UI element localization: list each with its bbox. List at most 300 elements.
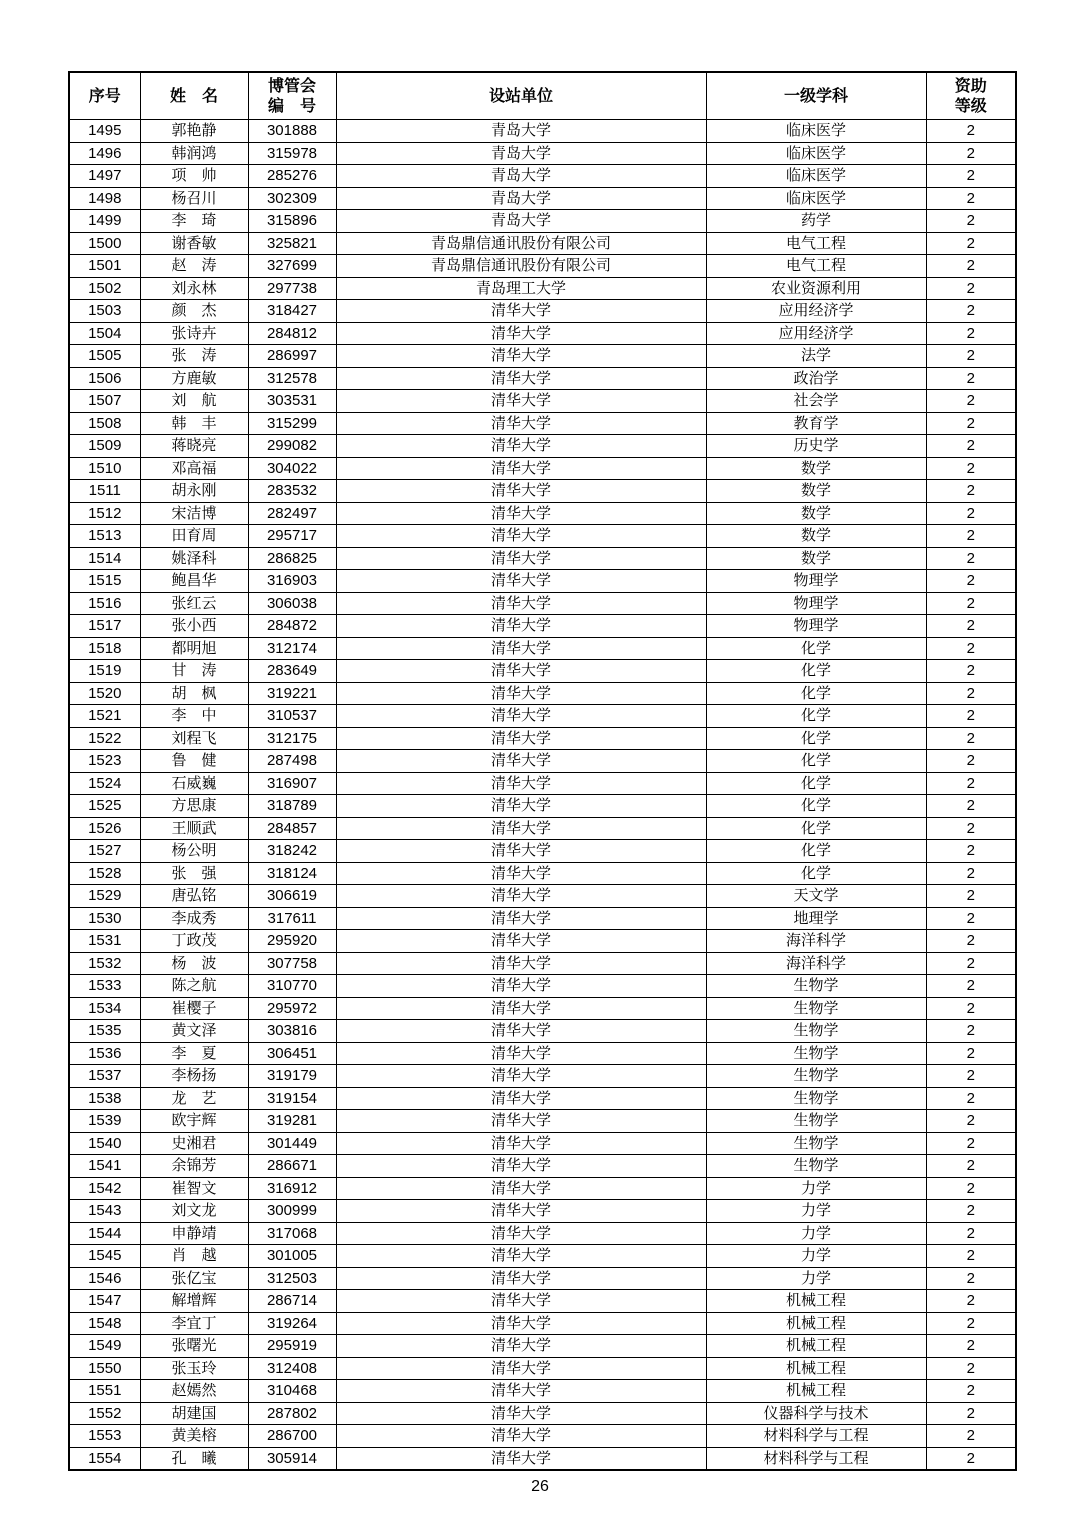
- cell-id: 312175: [248, 727, 336, 750]
- cell-grade: 2: [926, 232, 1016, 255]
- header-unit: 设站单位: [336, 72, 706, 120]
- cell-subject: 力学: [706, 1222, 926, 1245]
- cell-subject: 生物学: [706, 1020, 926, 1043]
- cell-seq: 1509: [69, 435, 140, 458]
- cell-subject: 生物学: [706, 975, 926, 998]
- cell-grade: 2: [926, 165, 1016, 188]
- cell-subject: 机械工程: [706, 1335, 926, 1358]
- table-row: [69, 840, 1016, 863]
- cell-unit: 清华大学: [336, 930, 706, 953]
- cell-subject: 生物学: [706, 1065, 926, 1088]
- cell-name: 申静靖: [140, 1222, 248, 1245]
- cell-subject: 机械工程: [706, 1312, 926, 1335]
- cell-name: 李宜丁: [140, 1312, 248, 1335]
- table-row: [69, 1042, 1016, 1065]
- cell-grade: 2: [926, 1087, 1016, 1110]
- cell-id: 319221: [248, 682, 336, 705]
- cell-seq: 1546: [69, 1267, 140, 1290]
- cell-id: 305914: [248, 1447, 336, 1470]
- cell-subject: 电气工程: [706, 232, 926, 255]
- cell-id: 310537: [248, 705, 336, 728]
- cell-id: 286700: [248, 1425, 336, 1448]
- cell-unit: 清华大学: [336, 862, 706, 885]
- cell-unit: 青岛鼎信通讯股份有限公司: [336, 255, 706, 278]
- cell-id: 301888: [248, 120, 336, 143]
- cell-id: 317068: [248, 1222, 336, 1245]
- cell-subject: 化学: [706, 637, 926, 660]
- cell-name: 张诗卉: [140, 322, 248, 345]
- cell-name: 杨 波: [140, 952, 248, 975]
- table-row: [69, 367, 1016, 390]
- cell-seq: 1497: [69, 165, 140, 188]
- cell-id: 295920: [248, 930, 336, 953]
- cell-name: 陈之航: [140, 975, 248, 998]
- cell-name: 宋洁博: [140, 502, 248, 525]
- cell-name: 刘文龙: [140, 1200, 248, 1223]
- cell-unit: 清华大学: [336, 705, 706, 728]
- cell-grade: 2: [926, 480, 1016, 503]
- cell-grade: 2: [926, 1335, 1016, 1358]
- cell-grade: 2: [926, 975, 1016, 998]
- cell-grade: 2: [926, 1402, 1016, 1425]
- cell-grade: 2: [926, 705, 1016, 728]
- cell-subject: 政治学: [706, 367, 926, 390]
- cell-subject: 化学: [706, 840, 926, 863]
- table-row: [69, 1020, 1016, 1043]
- cell-unit: 清华大学: [336, 1020, 706, 1043]
- cell-unit: 清华大学: [336, 1222, 706, 1245]
- cell-name: 胡永刚: [140, 480, 248, 503]
- cell-grade: 2: [926, 1155, 1016, 1178]
- cell-grade: 2: [926, 412, 1016, 435]
- cell-unit: 清华大学: [336, 570, 706, 593]
- table-row: [69, 277, 1016, 300]
- cell-name: 姚泽科: [140, 547, 248, 570]
- cell-name: 李 琦: [140, 210, 248, 233]
- cell-id: 301449: [248, 1132, 336, 1155]
- cell-seq: 1541: [69, 1155, 140, 1178]
- cell-unit: 清华大学: [336, 1357, 706, 1380]
- cell-unit: 清华大学: [336, 615, 706, 638]
- cell-seq: 1534: [69, 997, 140, 1020]
- cell-grade: 2: [926, 637, 1016, 660]
- cell-unit: 清华大学: [336, 1402, 706, 1425]
- cell-id: 318242: [248, 840, 336, 863]
- cell-unit: 清华大学: [336, 1065, 706, 1088]
- table-row: [69, 750, 1016, 773]
- cell-seq: 1554: [69, 1447, 140, 1470]
- table-row: [69, 727, 1016, 750]
- cell-grade: 2: [926, 817, 1016, 840]
- table-row: [69, 975, 1016, 998]
- cell-grade: 2: [926, 682, 1016, 705]
- cell-name: 邓高福: [140, 457, 248, 480]
- cell-id: 283532: [248, 480, 336, 503]
- cell-subject: 机械工程: [706, 1380, 926, 1403]
- cell-subject: 化学: [706, 795, 926, 818]
- cell-seq: 1537: [69, 1065, 140, 1088]
- header-row: [69, 72, 1016, 120]
- cell-id: 319281: [248, 1110, 336, 1133]
- cell-seq: 1521: [69, 705, 140, 728]
- cell-name: 崔智文: [140, 1177, 248, 1200]
- cell-name: 甘 涛: [140, 660, 248, 683]
- table-row: [69, 1425, 1016, 1448]
- cell-unit: 清华大学: [336, 412, 706, 435]
- table-row: [69, 1087, 1016, 1110]
- cell-subject: 物理学: [706, 570, 926, 593]
- cell-name: 方思康: [140, 795, 248, 818]
- cell-grade: 2: [926, 1200, 1016, 1223]
- cell-grade: 2: [926, 1042, 1016, 1065]
- cell-name: 崔樱子: [140, 997, 248, 1020]
- cell-seq: 1524: [69, 772, 140, 795]
- cell-grade: 2: [926, 210, 1016, 233]
- cell-grade: 2: [926, 1065, 1016, 1088]
- cell-name: 赵嫣然: [140, 1380, 248, 1403]
- table-row: [69, 142, 1016, 165]
- cell-seq: 1542: [69, 1177, 140, 1200]
- table-row: [69, 862, 1016, 885]
- cell-subject: 材料科学与工程: [706, 1425, 926, 1448]
- cell-unit: 清华大学: [336, 480, 706, 503]
- cell-seq: 1503: [69, 300, 140, 323]
- cell-grade: 2: [926, 457, 1016, 480]
- table-row: [69, 322, 1016, 345]
- cell-subject: 化学: [706, 705, 926, 728]
- cell-grade: 2: [926, 345, 1016, 368]
- cell-grade: 2: [926, 1380, 1016, 1403]
- table-row: [69, 547, 1016, 570]
- header-seq: 序号: [69, 72, 140, 120]
- cell-subject: 力学: [706, 1200, 926, 1223]
- table-row: [69, 1110, 1016, 1133]
- cell-name: 孔 曦: [140, 1447, 248, 1470]
- table-header: [69, 72, 1016, 120]
- cell-unit: 清华大学: [336, 1245, 706, 1268]
- cell-id: 286671: [248, 1155, 336, 1178]
- cell-grade: 2: [926, 615, 1016, 638]
- table-row: [69, 997, 1016, 1020]
- cell-id: 312174: [248, 637, 336, 660]
- cell-unit: 青岛大学: [336, 120, 706, 143]
- cell-seq: 1501: [69, 255, 140, 278]
- cell-id: 303816: [248, 1020, 336, 1043]
- cell-grade: 2: [926, 390, 1016, 413]
- cell-grade: 2: [926, 1245, 1016, 1268]
- cell-grade: 2: [926, 907, 1016, 930]
- cell-seq: 1517: [69, 615, 140, 638]
- cell-seq: 1510: [69, 457, 140, 480]
- cell-name: 张红云: [140, 592, 248, 615]
- cell-subject: 药学: [706, 210, 926, 233]
- table-row: [69, 300, 1016, 323]
- cell-unit: 清华大学: [336, 1290, 706, 1313]
- cell-id: 312578: [248, 367, 336, 390]
- cell-name: 都明旭: [140, 637, 248, 660]
- cell-grade: 2: [926, 1312, 1016, 1335]
- cell-subject: 数学: [706, 525, 926, 548]
- cell-subject: 化学: [706, 727, 926, 750]
- cell-subject: 化学: [706, 862, 926, 885]
- cell-seq: 1522: [69, 727, 140, 750]
- cell-seq: 1523: [69, 750, 140, 773]
- header-subject: 一级学科: [706, 72, 926, 120]
- cell-unit: 清华大学: [336, 1132, 706, 1155]
- cell-subject: 力学: [706, 1245, 926, 1268]
- cell-id: 315299: [248, 412, 336, 435]
- cell-seq: 1551: [69, 1380, 140, 1403]
- cell-seq: 1553: [69, 1425, 140, 1448]
- cell-seq: 1532: [69, 952, 140, 975]
- cell-grade: 2: [926, 750, 1016, 773]
- table-row: [69, 1245, 1016, 1268]
- cell-id: 319264: [248, 1312, 336, 1335]
- table-row: [69, 412, 1016, 435]
- table-row: [69, 1380, 1016, 1403]
- cell-subject: 地理学: [706, 907, 926, 930]
- cell-id: 297738: [248, 277, 336, 300]
- cell-subject: 机械工程: [706, 1357, 926, 1380]
- cell-id: 287802: [248, 1402, 336, 1425]
- cell-subject: 临床医学: [706, 120, 926, 143]
- cell-grade: 2: [926, 1267, 1016, 1290]
- table-row: [69, 705, 1016, 728]
- cell-id: 307758: [248, 952, 336, 975]
- cell-subject: 天文学: [706, 885, 926, 908]
- table-row: [69, 772, 1016, 795]
- cell-name: 韩 丰: [140, 412, 248, 435]
- cell-subject: 仪器科学与技术: [706, 1402, 926, 1425]
- cell-subject: 生物学: [706, 1110, 926, 1133]
- cell-unit: 清华大学: [336, 1312, 706, 1335]
- table-row: [69, 615, 1016, 638]
- cell-seq: 1512: [69, 502, 140, 525]
- cell-seq: 1538: [69, 1087, 140, 1110]
- cell-id: 284872: [248, 615, 336, 638]
- cell-unit: 清华大学: [336, 772, 706, 795]
- cell-seq: 1525: [69, 795, 140, 818]
- cell-grade: 2: [926, 1110, 1016, 1133]
- cell-subject: 化学: [706, 660, 926, 683]
- cell-name: 张小西: [140, 615, 248, 638]
- cell-unit: 青岛鼎信通讯股份有限公司: [336, 232, 706, 255]
- cell-name: 张 强: [140, 862, 248, 885]
- cell-name: 胡 枫: [140, 682, 248, 705]
- cell-unit: 清华大学: [336, 390, 706, 413]
- cell-seq: 1536: [69, 1042, 140, 1065]
- cell-name: 欧宇辉: [140, 1110, 248, 1133]
- cell-subject: 力学: [706, 1267, 926, 1290]
- cell-id: 286714: [248, 1290, 336, 1313]
- cell-grade: 2: [926, 952, 1016, 975]
- cell-grade: 2: [926, 322, 1016, 345]
- table-body: [69, 120, 1016, 1471]
- table-row: [69, 120, 1016, 143]
- cell-subject: 临床医学: [706, 187, 926, 210]
- cell-unit: 清华大学: [336, 637, 706, 660]
- cell-name: 胡建国: [140, 1402, 248, 1425]
- cell-unit: 清华大学: [336, 1155, 706, 1178]
- cell-subject: 海洋科学: [706, 952, 926, 975]
- cell-id: 300999: [248, 1200, 336, 1223]
- cell-unit: 清华大学: [336, 1200, 706, 1223]
- cell-unit: 清华大学: [336, 997, 706, 1020]
- cell-name: 张 涛: [140, 345, 248, 368]
- cell-unit: 清华大学: [336, 525, 706, 548]
- table-row: [69, 457, 1016, 480]
- header-grade: [926, 72, 1016, 120]
- cell-unit: 清华大学: [336, 1380, 706, 1403]
- cell-seq: 1550: [69, 1357, 140, 1380]
- cell-subject: 物理学: [706, 592, 926, 615]
- cell-unit: 清华大学: [336, 592, 706, 615]
- cell-unit: 青岛理工大学: [336, 277, 706, 300]
- cell-grade: 2: [926, 795, 1016, 818]
- table-row: [69, 345, 1016, 368]
- cell-seq: 1508: [69, 412, 140, 435]
- table-row: [69, 1065, 1016, 1088]
- cell-grade: 2: [926, 502, 1016, 525]
- cell-subject: 力学: [706, 1177, 926, 1200]
- cell-seq: 1498: [69, 187, 140, 210]
- table-row: [69, 255, 1016, 278]
- table-row: [69, 930, 1016, 953]
- cell-grade: 2: [926, 142, 1016, 165]
- cell-name: 刘 航: [140, 390, 248, 413]
- cell-subject: 海洋科学: [706, 930, 926, 953]
- cell-unit: 清华大学: [336, 727, 706, 750]
- cell-seq: 1504: [69, 322, 140, 345]
- cell-name: 杨公明: [140, 840, 248, 863]
- cell-id: 284857: [248, 817, 336, 840]
- cell-name: 项 帅: [140, 165, 248, 188]
- cell-unit: 清华大学: [336, 1335, 706, 1358]
- cell-subject: 农业资源利用: [706, 277, 926, 300]
- cell-id: 315896: [248, 210, 336, 233]
- cell-id: 306038: [248, 592, 336, 615]
- cell-name: 刘永林: [140, 277, 248, 300]
- cell-id: 310770: [248, 975, 336, 998]
- cell-name: 韩润鸿: [140, 142, 248, 165]
- cell-name: 王顺武: [140, 817, 248, 840]
- cell-seq: 1549: [69, 1335, 140, 1358]
- cell-name: 龙 艺: [140, 1087, 248, 1110]
- cell-seq: 1515: [69, 570, 140, 593]
- table-row: [69, 817, 1016, 840]
- cell-id: 312503: [248, 1267, 336, 1290]
- cell-id: 325821: [248, 232, 336, 255]
- cell-name: 李 夏: [140, 1042, 248, 1065]
- cell-unit: 清华大学: [336, 300, 706, 323]
- cell-grade: 2: [926, 930, 1016, 953]
- cell-seq: 1499: [69, 210, 140, 233]
- table-row: [69, 1335, 1016, 1358]
- table-row: [69, 952, 1016, 975]
- cell-grade: 2: [926, 277, 1016, 300]
- cell-seq: 1514: [69, 547, 140, 570]
- cell-seq: 1548: [69, 1312, 140, 1335]
- cell-subject: 机械工程: [706, 1290, 926, 1313]
- cell-unit: 清华大学: [336, 795, 706, 818]
- cell-grade: 2: [926, 1020, 1016, 1043]
- table-row: [69, 885, 1016, 908]
- cell-subject: 化学: [706, 682, 926, 705]
- cell-grade: 2: [926, 300, 1016, 323]
- cell-unit: 清华大学: [336, 367, 706, 390]
- cell-name: 张玉玲: [140, 1357, 248, 1380]
- table-row: [69, 592, 1016, 615]
- cell-seq: 1505: [69, 345, 140, 368]
- postdoc-funding-table: [68, 71, 1017, 1471]
- cell-seq: 1545: [69, 1245, 140, 1268]
- header-id: [248, 72, 336, 120]
- cell-id: 317611: [248, 907, 336, 930]
- cell-subject: 临床医学: [706, 142, 926, 165]
- cell-subject: 数学: [706, 547, 926, 570]
- table-row: [69, 1357, 1016, 1380]
- cell-subject: 数学: [706, 480, 926, 503]
- cell-grade: 2: [926, 120, 1016, 143]
- cell-seq: 1516: [69, 592, 140, 615]
- cell-unit: 清华大学: [336, 345, 706, 368]
- cell-unit: 青岛大学: [336, 142, 706, 165]
- cell-subject: 应用经济学: [706, 300, 926, 323]
- table-row: [69, 1312, 1016, 1335]
- cell-grade: 2: [926, 997, 1016, 1020]
- cell-seq: 1539: [69, 1110, 140, 1133]
- cell-grade: 2: [926, 255, 1016, 278]
- cell-subject: 应用经济学: [706, 322, 926, 345]
- cell-id: 319179: [248, 1065, 336, 1088]
- cell-id: 318124: [248, 862, 336, 885]
- cell-unit: 清华大学: [336, 840, 706, 863]
- cell-id: 312408: [248, 1357, 336, 1380]
- cell-seq: 1527: [69, 840, 140, 863]
- cell-unit: 清华大学: [336, 322, 706, 345]
- cell-unit: 清华大学: [336, 1110, 706, 1133]
- cell-unit: 清华大学: [336, 547, 706, 570]
- cell-seq: 1535: [69, 1020, 140, 1043]
- header-grade-top: 资助: [954, 76, 987, 95]
- cell-id: 302309: [248, 187, 336, 210]
- cell-subject: 生物学: [706, 1132, 926, 1155]
- cell-seq: 1502: [69, 277, 140, 300]
- cell-unit: 清华大学: [336, 907, 706, 930]
- cell-grade: 2: [926, 525, 1016, 548]
- cell-grade: 2: [926, 1222, 1016, 1245]
- cell-id: 303531: [248, 390, 336, 413]
- cell-name: 赵 涛: [140, 255, 248, 278]
- cell-id: 319154: [248, 1087, 336, 1110]
- cell-id: 299082: [248, 435, 336, 458]
- cell-seq: 1500: [69, 232, 140, 255]
- cell-unit: 清华大学: [336, 1177, 706, 1200]
- cell-id: 316907: [248, 772, 336, 795]
- cell-id: 316903: [248, 570, 336, 593]
- table-row: [69, 1155, 1016, 1178]
- table-row: [69, 502, 1016, 525]
- cell-grade: 2: [926, 367, 1016, 390]
- header-grade-bottom: 等级: [954, 96, 987, 115]
- cell-unit: 清华大学: [336, 885, 706, 908]
- cell-grade: 2: [926, 1447, 1016, 1470]
- cell-grade: 2: [926, 1425, 1016, 1448]
- cell-id: 316912: [248, 1177, 336, 1200]
- cell-unit: 清华大学: [336, 1087, 706, 1110]
- cell-grade: 2: [926, 840, 1016, 863]
- table-row: [69, 1402, 1016, 1425]
